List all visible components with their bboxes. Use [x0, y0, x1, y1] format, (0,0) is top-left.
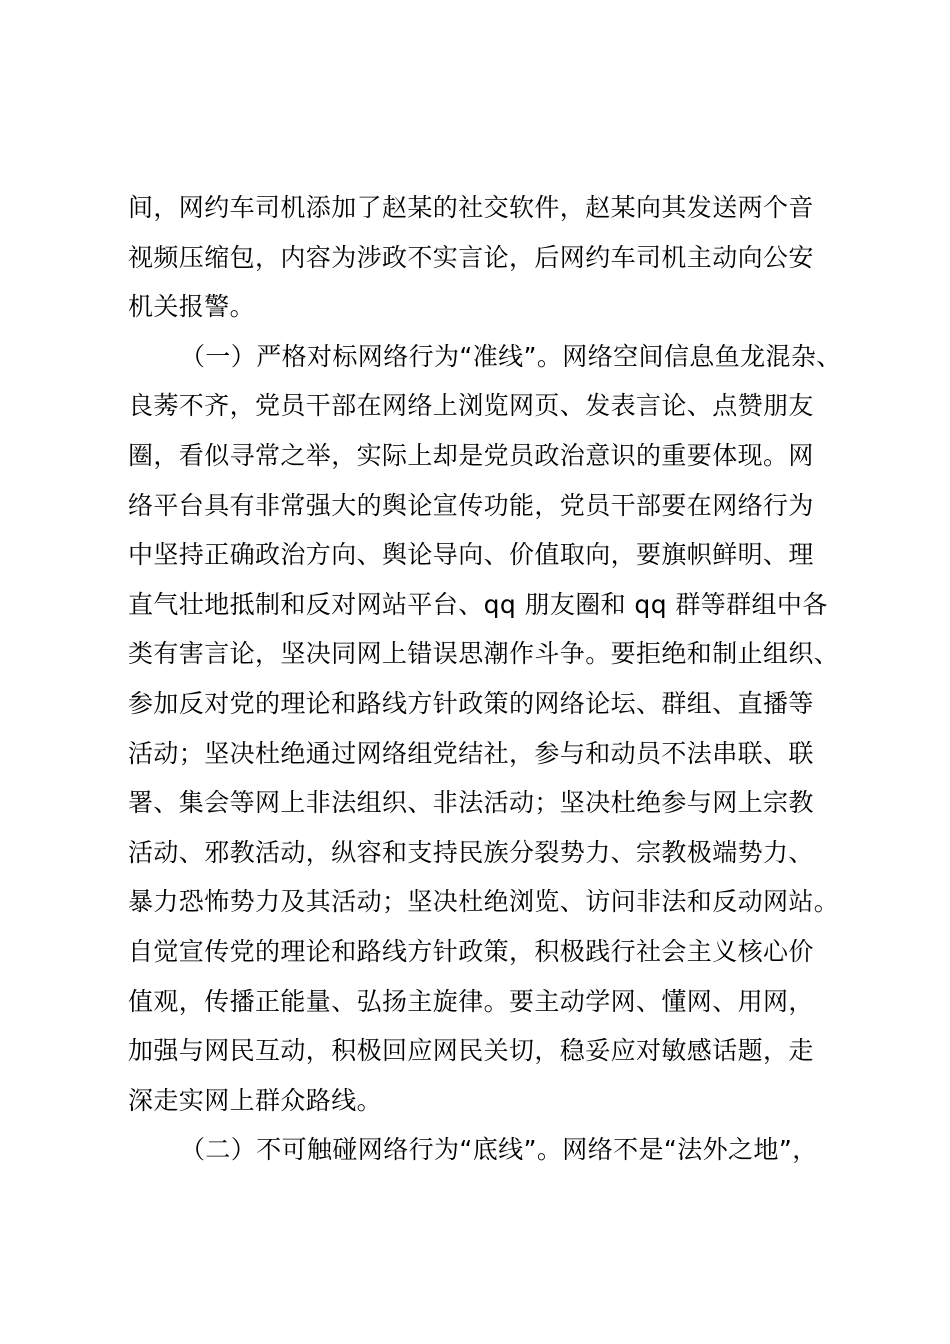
- text-line: 活动、邪教活动，纵容和支持民族分裂势力、宗教极端势力、: [128, 837, 814, 867]
- text-line: 中坚持正确政治方向、舆论导向、价值取向，要旗帜鲜明、理: [128, 540, 814, 570]
- text-line: 间，网约车司机添加了赵某的社交软件，赵某向其发送两个音: [128, 193, 814, 222]
- text-line: 直气壮地抵制和反对网站平台、qq 朋友圈和 qq 群等群组中各: [128, 589, 828, 619]
- text-line: 深走实网上群众路线。: [128, 1085, 383, 1115]
- text-line: 自觉宣传党的理论和路线方针政策，积极践行社会主义核心价: [128, 936, 814, 966]
- text-line: 类有害言论，坚决同网上错误思潮作斗争。要拒绝和制止组织、: [128, 639, 840, 669]
- text-line: 活动；坚决杜绝通过网络组党结社，参与和动员不法串联、联: [128, 738, 814, 768]
- text-line: 署、集会等网上非法组织、非法活动；坚决杜绝参与网上宗教: [128, 788, 814, 818]
- text-line: 络平台具有非常强大的舆论宣传功能，党员干部要在网络行为: [128, 490, 814, 520]
- text-line: 视频压缩包，内容为涉政不实言论，后网约车司机主动向公安: [128, 242, 814, 272]
- section-heading-line: （一）严格对标网络行为“准线”。网络空间信息鱼龙混杂、: [180, 341, 842, 371]
- text-line: 机关报警。: [128, 292, 256, 322]
- body-text: [128, 183, 844, 1175]
- text-line: 加强与网民互动，积极回应网民关切，稳妥应对敏感话题，走: [128, 1036, 814, 1066]
- section-heading-line: （二）不可触碰网络行为“底线”。网络不是“法外之地”，: [180, 1135, 818, 1165]
- text-line: 值观，传播正能量、弘扬主旋律。要主动学网、懂网、用网，: [128, 986, 814, 1016]
- text-line: 参加反对党的理论和路线方针政策的网络论坛、群组、直播等: [128, 688, 814, 718]
- text-line: 圈，看似寻常之举，实际上却是党员政治意识的重要体现。网: [128, 440, 814, 470]
- text-line: 暴力恐怖势力及其活动；坚决杜绝浏览、访问非法和反动网站。: [128, 887, 840, 917]
- text-line: 良莠不齐，党员干部在网络上浏览网页、发表言论、点赞朋友: [128, 391, 814, 421]
